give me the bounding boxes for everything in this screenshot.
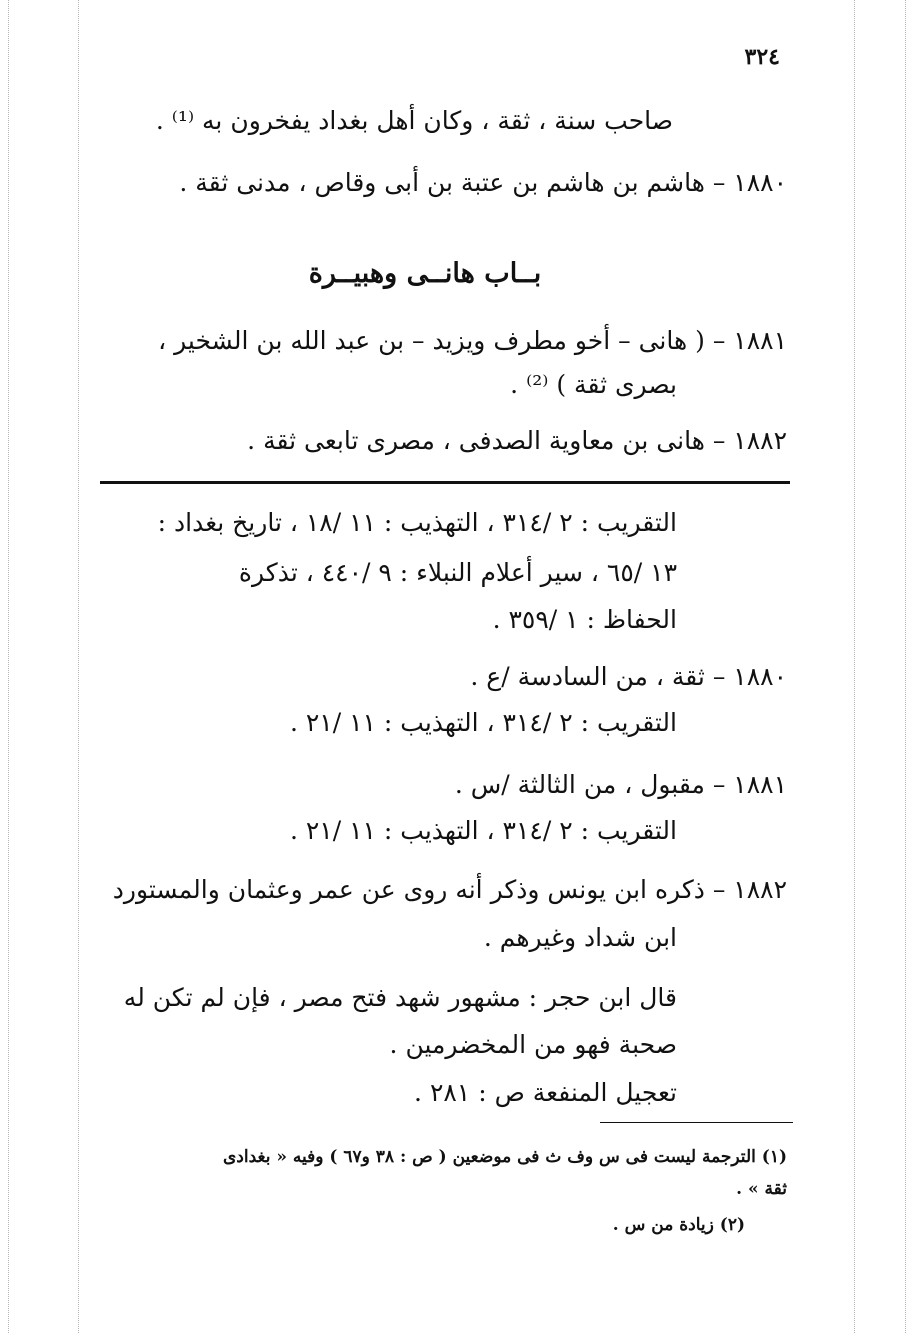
note-line: الحفاظ : ١ /٣٥٩ . (492, 605, 677, 634)
note-line: ١٣ /٦٥ ، سير أعلام النبلاء : ٩ /٤٤٠ ، تذكرة (238, 558, 677, 587)
footnote-divider (600, 1122, 793, 1123)
entry-1882: ١٨٨٢ – هانى بن معاوية الصدفى ، مصرى تابعى ثقة . (247, 426, 787, 455)
entry-1881-continued: بصرى ثقة ) ⁽²⁾ . (510, 370, 677, 399)
note-1882: ١٨٨٢ – ذكره ابن يونس وذكر أنه روى عن عمر وعثمان والمستورد (112, 875, 787, 904)
note-1881-ref: التقريب : ٢ /٣١٤ ، التهذيب : ١١ /٢١ . (289, 816, 677, 845)
page-number: ٣٢٤ (744, 44, 780, 70)
note-1882-ref: تعجيل المنفعة ص : ٢٨١ . (414, 1078, 677, 1107)
footnote-1-continued: ثقة » . (736, 1179, 787, 1199)
footnote-2: (٢) زيادة من س . (612, 1215, 745, 1235)
note-line: التقريب : ٢ /٣١٤ ، التهذيب : ١١ /١٨ ، تاريخ بغداد : (157, 508, 677, 537)
note-1882-quote: قال ابن حجر : مشهور شهد فتح مصر ، فإن لم تكن له (123, 983, 677, 1012)
entry-1880: ١٨٨٠ – هاشم بن هاشم بن عتبة بن أبى وقاص ، مدنى ثقة . (179, 168, 787, 197)
scan-guide-line (78, 0, 79, 1333)
entry-1881: ١٨٨١ – ( هانى – أخو مطرف ويزيد – بن عبد الله بن الشخير ، (158, 326, 787, 355)
section-divider (100, 481, 790, 484)
note-1880-ref: التقريب : ٢ /٣١٤ ، التهذيب : ١١ /٢١ . (289, 708, 677, 737)
text-line: صاحب سنة ، ثقة ، وكان أهل بغداد يفخرون به ⁽¹⁾ . (155, 106, 673, 135)
section-heading: بــاب هانــى وهبيــرة (308, 258, 542, 289)
note-1880: ١٨٨٠ – ثقة ، من السادسة /ع . (470, 662, 787, 691)
note-1881: ١٨٨١ – مقبول ، من الثالثة /س . (454, 770, 787, 799)
footnote-1: (١) الترجمة ليست فى س وف ث فى موضعين ( ص : ٣٨ و٦٧ ) وفيه « بغدادى (223, 1147, 787, 1167)
note-1882-quote: صحبة فهو من المخضرمين . (389, 1030, 677, 1059)
note-1882-continued: ابن شداد وغيرهم . (483, 923, 677, 952)
scan-guide-line (854, 0, 855, 1333)
scan-guide-line (8, 0, 9, 1333)
scan-guide-line (905, 0, 906, 1333)
